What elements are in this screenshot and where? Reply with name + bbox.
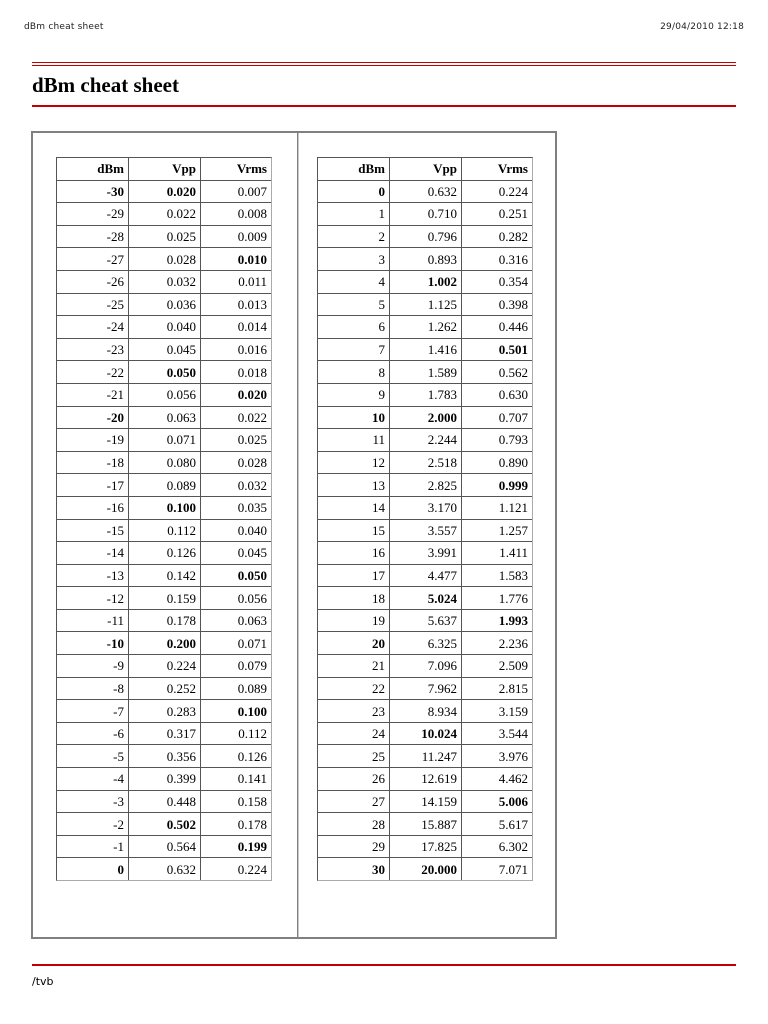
cell-vpp: 0.632 <box>129 858 201 880</box>
cell-vpp: 1.589 <box>390 361 462 384</box>
cell-dbm: 30 <box>318 858 390 880</box>
cell-vrms: 0.501 <box>462 339 532 362</box>
cell-dbm: -16 <box>57 497 129 520</box>
top-double-rule <box>32 62 736 66</box>
page-title: dBm cheat sheet <box>32 73 179 97</box>
dbm-table-negative <box>56 157 272 881</box>
table-row <box>318 248 532 271</box>
cell-vrms: 0.446 <box>462 316 532 339</box>
cell-vpp: 0.071 <box>129 429 201 452</box>
cell-vpp: 4.477 <box>390 565 462 588</box>
table-row <box>318 520 532 543</box>
table-row <box>318 700 532 723</box>
cell-vpp: 6.325 <box>390 632 462 655</box>
cell-vrms: 0.035 <box>201 497 271 520</box>
cell-vpp: 0.317 <box>129 723 201 746</box>
cell-vrms: 0.056 <box>201 587 271 610</box>
cell-dbm: -6 <box>57 723 129 746</box>
header-title: dBm cheat sheet <box>24 22 104 32</box>
cell-vpp: 0.028 <box>129 248 201 271</box>
table-row <box>57 836 271 859</box>
cell-dbm: 22 <box>318 678 390 701</box>
cell-vrms: 0.022 <box>201 407 271 430</box>
cell-vrms: 0.224 <box>462 181 532 204</box>
cell-vpp: 10.024 <box>390 723 462 746</box>
column-header-vrms: Vrms <box>462 158 532 181</box>
cell-vpp: 3.557 <box>390 520 462 543</box>
cell-vrms: 0.020 <box>201 384 271 407</box>
table-row <box>318 655 532 678</box>
table-row <box>318 542 532 565</box>
cell-vpp: 20.000 <box>390 858 462 880</box>
table-row <box>57 745 271 768</box>
cell-dbm: 0 <box>318 181 390 204</box>
table-row <box>57 474 271 497</box>
table-row <box>57 248 271 271</box>
cell-vpp: 0.224 <box>129 655 201 678</box>
table-row <box>57 361 271 384</box>
cell-vrms: 0.562 <box>462 361 532 384</box>
cell-vpp: 0.036 <box>129 294 201 317</box>
cell-dbm: -26 <box>57 271 129 294</box>
cell-vrms: 3.976 <box>462 745 532 768</box>
table-row <box>318 474 532 497</box>
cell-dbm: -1 <box>57 836 129 859</box>
table-row <box>318 361 532 384</box>
cell-vpp: 0.200 <box>129 632 201 655</box>
cell-vrms: 2.509 <box>462 655 532 678</box>
cell-vpp: 5.637 <box>390 610 462 633</box>
table-row <box>318 339 532 362</box>
cell-vpp: 0.025 <box>129 226 201 249</box>
cell-dbm: 12 <box>318 452 390 475</box>
cell-vpp: 0.796 <box>390 226 462 249</box>
cell-dbm: -17 <box>57 474 129 497</box>
table-row <box>318 452 532 475</box>
cell-dbm: 5 <box>318 294 390 317</box>
table-row <box>57 542 271 565</box>
cell-dbm: -8 <box>57 678 129 701</box>
table-row <box>57 678 271 701</box>
cell-dbm: -29 <box>57 203 129 226</box>
table-row <box>318 429 532 452</box>
cell-dbm: 1 <box>318 203 390 226</box>
cell-vrms: 0.008 <box>201 203 271 226</box>
cell-dbm: -19 <box>57 429 129 452</box>
cell-dbm: 11 <box>318 429 390 452</box>
table-row <box>318 745 532 768</box>
table-row <box>57 858 271 880</box>
table-row <box>57 565 271 588</box>
cell-dbm: 28 <box>318 813 390 836</box>
cell-vrms: 0.793 <box>462 429 532 452</box>
cell-dbm: -9 <box>57 655 129 678</box>
table-row <box>318 632 532 655</box>
cell-dbm: 6 <box>318 316 390 339</box>
cell-vpp: 0.283 <box>129 700 201 723</box>
column-header-vpp: Vpp <box>129 158 201 181</box>
column-header-vpp: Vpp <box>390 158 462 181</box>
cell-vrms: 3.544 <box>462 723 532 746</box>
cell-vrms: 0.016 <box>201 339 271 362</box>
cell-vrms: 0.100 <box>201 700 271 723</box>
cell-dbm: 19 <box>318 610 390 633</box>
cell-vpp: 0.100 <box>129 497 201 520</box>
cell-dbm: 20 <box>318 632 390 655</box>
table-row <box>57 497 271 520</box>
cell-vrms: 0.282 <box>462 226 532 249</box>
column-header-vrms: Vrms <box>201 158 271 181</box>
table-row <box>318 610 532 633</box>
cell-vrms: 0.009 <box>201 226 271 249</box>
cell-vpp: 7.096 <box>390 655 462 678</box>
cell-vpp: 0.399 <box>129 768 201 791</box>
table-row <box>318 836 532 859</box>
table-row <box>318 203 532 226</box>
cell-dbm: -15 <box>57 520 129 543</box>
cell-dbm: -5 <box>57 745 129 768</box>
cell-vrms: 0.630 <box>462 384 532 407</box>
table-row <box>57 384 271 407</box>
cell-vrms: 0.025 <box>201 429 271 452</box>
cell-vpp: 0.056 <box>129 384 201 407</box>
cell-dbm: -10 <box>57 632 129 655</box>
cell-vpp: 0.632 <box>390 181 462 204</box>
header-datetime: 29/04/2010 12:18 <box>660 22 744 32</box>
cell-vpp: 0.040 <box>129 316 201 339</box>
table-row <box>318 294 532 317</box>
cell-dbm: -11 <box>57 610 129 633</box>
table-row <box>318 181 532 204</box>
table-row <box>57 407 271 430</box>
cell-vrms: 0.028 <box>201 452 271 475</box>
cell-vrms: 0.707 <box>462 407 532 430</box>
cell-vrms: 0.050 <box>201 565 271 588</box>
cell-vpp: 12.619 <box>390 768 462 791</box>
table-row <box>57 791 271 814</box>
cell-dbm: 0 <box>57 858 129 880</box>
cell-vpp: 0.178 <box>129 610 201 633</box>
cell-vpp: 15.887 <box>390 813 462 836</box>
cell-dbm: 23 <box>318 700 390 723</box>
cell-vpp: 1.262 <box>390 316 462 339</box>
cell-dbm: -13 <box>57 565 129 588</box>
table-row <box>57 520 271 543</box>
table-row <box>57 203 271 226</box>
cell-vrms: 0.141 <box>201 768 271 791</box>
cell-vrms: 0.018 <box>201 361 271 384</box>
table-header-row <box>57 158 271 181</box>
cell-dbm: -24 <box>57 316 129 339</box>
cell-dbm: 25 <box>318 745 390 768</box>
cell-vpp: 1.002 <box>390 271 462 294</box>
table-row <box>318 678 532 701</box>
cell-vrms: 0.354 <box>462 271 532 294</box>
cell-dbm: -2 <box>57 813 129 836</box>
cell-vpp: 0.159 <box>129 587 201 610</box>
cell-vrms: 0.126 <box>201 745 271 768</box>
cell-vpp: 0.564 <box>129 836 201 859</box>
cell-vrms: 0.079 <box>201 655 271 678</box>
cell-vpp: 7.962 <box>390 678 462 701</box>
cell-vpp: 0.112 <box>129 520 201 543</box>
cell-vrms: 0.398 <box>462 294 532 317</box>
footer-rule <box>32 964 736 966</box>
cell-vrms: 1.121 <box>462 497 532 520</box>
table-row <box>57 181 271 204</box>
cell-vrms: 0.158 <box>201 791 271 814</box>
table-row <box>57 655 271 678</box>
cell-dbm: -18 <box>57 452 129 475</box>
table-row <box>318 858 532 880</box>
title-underline <box>32 105 736 107</box>
cell-vrms: 5.617 <box>462 813 532 836</box>
cell-dbm: -28 <box>57 226 129 249</box>
cell-dbm: 15 <box>318 520 390 543</box>
cell-vpp: 0.710 <box>390 203 462 226</box>
table-row <box>57 723 271 746</box>
cell-vpp: 2.518 <box>390 452 462 475</box>
cell-dbm: 4 <box>318 271 390 294</box>
cell-vrms: 0.010 <box>201 248 271 271</box>
table-row <box>57 316 271 339</box>
column-header-dbm: dBm <box>318 158 390 181</box>
table-row <box>57 271 271 294</box>
cell-vpp: 0.252 <box>129 678 201 701</box>
cell-dbm: 16 <box>318 542 390 565</box>
cell-dbm: 26 <box>318 768 390 791</box>
table-row <box>318 791 532 814</box>
table-row <box>318 768 532 791</box>
cell-vpp: 2.244 <box>390 429 462 452</box>
cell-vrms: 1.583 <box>462 565 532 588</box>
cell-dbm: 18 <box>318 587 390 610</box>
cell-vrms: 1.776 <box>462 587 532 610</box>
cell-vrms: 7.071 <box>498 861 528 877</box>
column-header-dbm: dBm <box>57 158 129 181</box>
cell-vpp: 0.356 <box>129 745 201 768</box>
cell-dbm: -30 <box>57 181 129 204</box>
table-row <box>57 813 271 836</box>
cell-dbm: -21 <box>57 384 129 407</box>
cell-vrms: 0.007 <box>201 181 271 204</box>
cell-vpp: 1.783 <box>390 384 462 407</box>
cell-dbm: 21 <box>318 655 390 678</box>
cell-dbm: 8 <box>318 361 390 384</box>
table-row <box>318 723 532 746</box>
cell-vrms: 0.011 <box>201 271 271 294</box>
cell-vpp: 0.893 <box>390 248 462 271</box>
cell-vpp: 0.142 <box>129 565 201 588</box>
cell-vrms: 0.032 <box>201 474 271 497</box>
cell-vpp: 0.020 <box>129 181 201 204</box>
cell-vpp: 0.448 <box>129 791 201 814</box>
dbm-table-positive <box>317 157 533 881</box>
cell-vrms: 0.999 <box>462 474 532 497</box>
cell-dbm: -23 <box>57 339 129 362</box>
cell-vpp: 0.126 <box>129 542 201 565</box>
table-row <box>318 813 532 836</box>
cell-dbm: -3 <box>57 791 129 814</box>
cell-vrms: 2.236 <box>462 632 532 655</box>
cell-vpp: 3.170 <box>390 497 462 520</box>
table-row <box>318 226 532 249</box>
cell-dbm: -20 <box>57 407 129 430</box>
cell-dbm: 13 <box>318 474 390 497</box>
cell-dbm: 10 <box>318 407 390 430</box>
table-row <box>57 452 271 475</box>
cell-dbm: -25 <box>57 294 129 317</box>
cell-vpp: 1.125 <box>390 294 462 317</box>
cell-vrms: 0.251 <box>462 203 532 226</box>
cell-vrms: 1.993 <box>462 610 532 633</box>
cell-vrms: 0.013 <box>201 294 271 317</box>
cell-vpp: 2.000 <box>390 407 462 430</box>
footer-author: /tvb <box>32 975 54 988</box>
cell-vpp: 5.024 <box>390 587 462 610</box>
cell-dbm: -7 <box>57 700 129 723</box>
cell-vrms: 2.815 <box>462 678 532 701</box>
cell-vrms: 0.063 <box>201 610 271 633</box>
cell-dbm: 2 <box>318 226 390 249</box>
cell-dbm: -12 <box>57 587 129 610</box>
table-row <box>57 610 271 633</box>
cell-vpp: 3.991 <box>390 542 462 565</box>
table-row <box>57 226 271 249</box>
cell-vrms: 0.071 <box>201 632 271 655</box>
cell-dbm: 17 <box>318 565 390 588</box>
table-row <box>318 384 532 407</box>
cell-vrms: 3.159 <box>462 700 532 723</box>
cell-vrms: 1.257 <box>462 520 532 543</box>
cell-vpp: 14.159 <box>390 791 462 814</box>
cell-vrms: 0.178 <box>201 813 271 836</box>
cell-vpp: 0.080 <box>129 452 201 475</box>
table-row <box>57 294 271 317</box>
cell-vrms: 0.045 <box>201 542 271 565</box>
cell-dbm: -14 <box>57 542 129 565</box>
table-header-row <box>318 158 532 181</box>
table-row <box>318 316 532 339</box>
cell-vrms: 6.302 <box>462 836 532 859</box>
cell-dbm: 7 <box>318 339 390 362</box>
table-row <box>318 497 532 520</box>
table-row <box>57 700 271 723</box>
cell-vpp: 11.247 <box>390 745 462 768</box>
cell-dbm: -4 <box>57 768 129 791</box>
cell-vpp: 0.502 <box>129 813 201 836</box>
cell-dbm: 3 <box>318 248 390 271</box>
cell-vpp: 0.032 <box>129 271 201 294</box>
cell-vpp: 0.022 <box>129 203 201 226</box>
table-row <box>318 587 532 610</box>
cell-vpp: 0.045 <box>129 339 201 362</box>
table-row <box>57 632 271 655</box>
tables-frame <box>31 131 557 939</box>
cell-vrms: 0.040 <box>201 520 271 543</box>
cell-vrms: 5.006 <box>462 791 532 814</box>
cell-dbm: -22 <box>57 361 129 384</box>
cell-vrms: 0.199 <box>201 836 271 859</box>
table-row <box>57 587 271 610</box>
cell-dbm: -27 <box>57 248 129 271</box>
cell-vpp: 0.089 <box>129 474 201 497</box>
cell-dbm: 14 <box>318 497 390 520</box>
cell-dbm: 24 <box>318 723 390 746</box>
table-row <box>318 565 532 588</box>
cell-dbm: 9 <box>318 384 390 407</box>
table-row <box>57 768 271 791</box>
cell-vrms: 0.112 <box>201 723 271 746</box>
cell-vpp: 1.416 <box>390 339 462 362</box>
cell-vpp: 2.825 <box>390 474 462 497</box>
cell-vrms: 0.014 <box>201 316 271 339</box>
cell-vrms: 0.316 <box>462 248 532 271</box>
cell-vpp: 17.825 <box>390 836 462 859</box>
cell-vpp: 0.050 <box>129 361 201 384</box>
cell-dbm: 29 <box>318 836 390 859</box>
table-row <box>318 271 532 294</box>
cell-dbm: 27 <box>318 791 390 814</box>
cell-vpp: 8.934 <box>390 700 462 723</box>
cell-vrms: 1.411 <box>462 542 532 565</box>
table-row <box>57 429 271 452</box>
cell-vrms: 0.890 <box>462 452 532 475</box>
table-row <box>318 407 532 430</box>
cell-vrms: 4.462 <box>462 768 532 791</box>
cell-vpp: 0.063 <box>129 407 201 430</box>
column-divider <box>297 133 299 937</box>
cell-vrms: 0.224 <box>237 861 267 877</box>
cell-vrms: 0.089 <box>201 678 271 701</box>
table-row <box>57 339 271 362</box>
